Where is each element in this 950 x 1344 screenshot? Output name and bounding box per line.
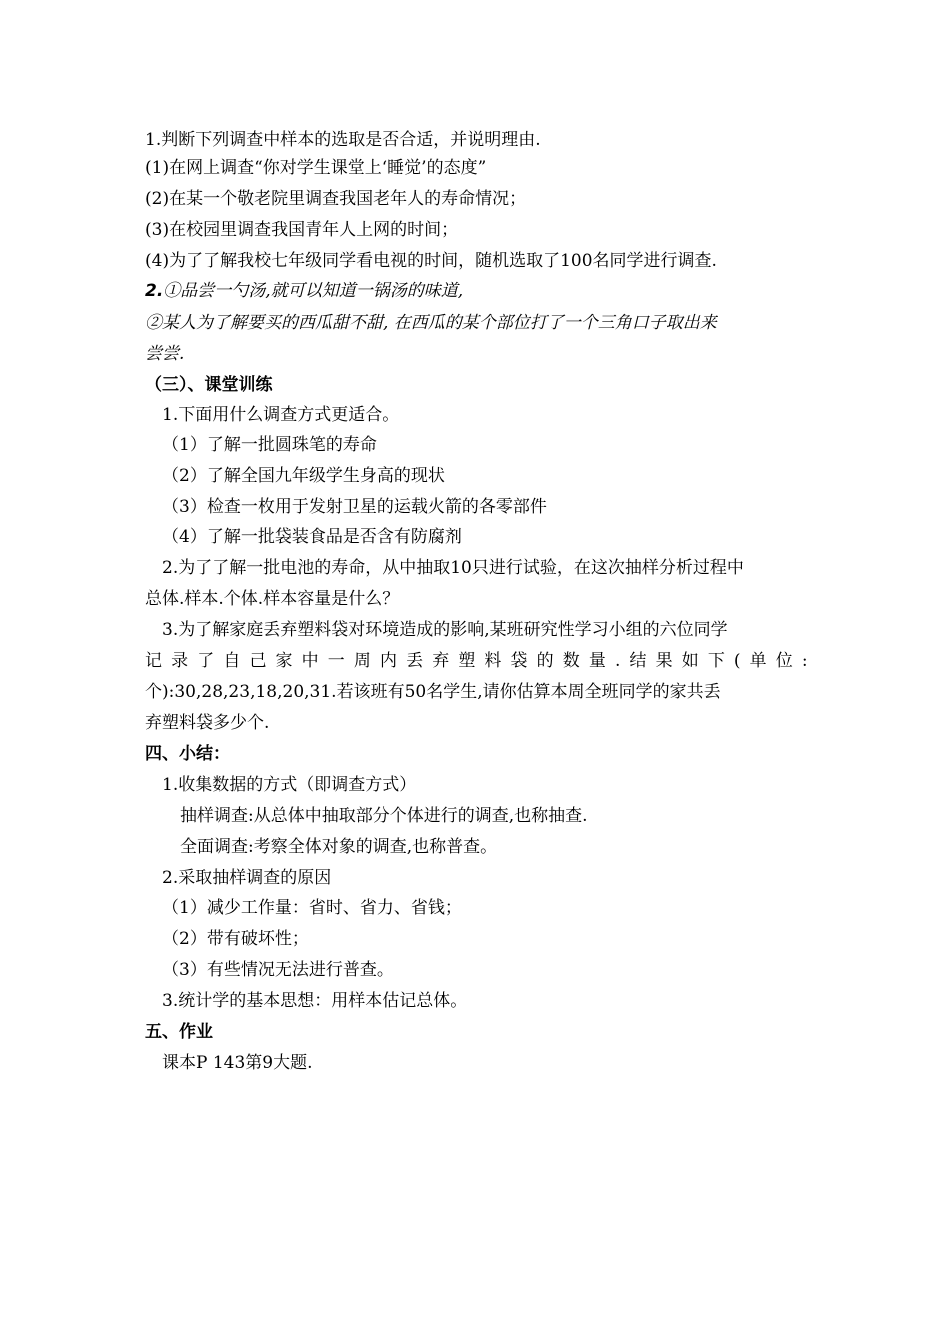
- justified-char: 中: [301, 651, 319, 671]
- justified-char: 果: [655, 651, 673, 671]
- training-question-1-item-3: （3）检查一枚用于发射卫星的运载火箭的各零部件: [162, 497, 547, 517]
- question-2-line-1: [145, 280, 463, 302]
- justified-char: 量: [588, 651, 606, 671]
- summary-point-2-title: 2.采取抽样调查的原因: [162, 868, 332, 888]
- summary-point-2-item-1: （1）减少工作量：省时、省力、省钱；: [162, 898, 462, 918]
- justified-char: 如: [681, 651, 699, 671]
- justified-char: 家: [275, 651, 293, 671]
- question-1-item-1: (1)在网上调查“你对学生课堂上‘睡觉’的态度”: [145, 158, 487, 178]
- justified-char: 料: [484, 651, 502, 671]
- training-question-3-line-3: 个):30,28,23,18,20,31.若该班有50名学生,请你估算本周全班同学的家共丢: [145, 682, 721, 702]
- justified-char: 己: [249, 651, 267, 671]
- question-1-item-3: (3)在校园里调查我国青年人上网的时间；: [145, 220, 459, 240]
- justified-char: 位: [775, 651, 793, 671]
- justified-char: 下: [707, 651, 725, 671]
- homework-text: 课本P 143第9大题.: [162, 1053, 313, 1073]
- justified-char: 录: [171, 651, 189, 671]
- training-heading: （三）、课堂训练: [145, 375, 273, 395]
- justified-char: .: [614, 651, 621, 671]
- training-question-3-line-2: [145, 650, 808, 672]
- training-question-1-item-2: （2）了解全国九年级学生身高的现状: [162, 466, 445, 486]
- question-1-title: 1.判断下列调查中样本的选取是否合适，并说明理由.: [145, 130, 541, 150]
- justified-char: 袋: [510, 651, 528, 671]
- training-question-3-line-1: 3.为了解家庭丢弃塑料袋对环境造成的影响,某班研究性学习小组的六位同学: [162, 620, 728, 640]
- summary-point-1-item-1: 抽样调查:从总体中抽取部分个体进行的调查,也称抽查.: [180, 806, 588, 826]
- summary-point-1-title: 1.收集数据的方式（即调查方式）: [162, 775, 417, 795]
- training-question-1-title: 1.下面用什么调查方式更适合。: [162, 405, 400, 425]
- question-2-number: 2.: [145, 281, 164, 301]
- question-1-item-4: (4)为了了解我校七年级同学看电视的时间，随机选取了100名同学进行调查.: [145, 251, 717, 271]
- training-question-2-line-1: 2.为了了解一批电池的寿命，从中抽取10只进行试验，在这次抽样分析过程中: [162, 558, 744, 578]
- justified-char: 自: [223, 651, 241, 671]
- justified-char: (: [733, 651, 741, 671]
- question-2-line-3: 尝尝.: [145, 344, 185, 364]
- question-2-line-1-text: ①品尝一勺汤,就可以知道一锅汤的味道,: [163, 281, 464, 301]
- justified-char: 弃: [432, 651, 450, 671]
- summary-heading: 四、小结：: [145, 744, 230, 764]
- training-question-1-item-1: （1）了解一批圆珠笔的寿命: [162, 435, 377, 455]
- training-question-2-line-2: 总体.样本.个体.样本容量是什么？: [145, 589, 400, 609]
- justified-char: 单: [749, 651, 767, 671]
- justified-char: 内: [379, 651, 397, 671]
- justified-char: 结: [629, 651, 647, 671]
- justified-char: 一: [327, 651, 345, 671]
- summary-point-1-item-2: 全面调查:考察全体对象的调查,也称普查。: [180, 837, 498, 857]
- question-2-line-2: ②某人为了解要买的西瓜甜不甜, 在西瓜的某个部位打了一个三角口子取出来: [145, 313, 717, 333]
- summary-point-3: 3.统计学的基本思想：用样本估记总体。: [162, 991, 468, 1011]
- justified-char: 丢: [406, 651, 424, 671]
- question-1-item-2: (2)在某一个敬老院里调查我国老年人的寿命情况；: [145, 189, 527, 209]
- justified-char: :: [801, 651, 808, 671]
- justified-char: 的: [536, 651, 554, 671]
- training-question-1-item-4: （4）了解一批袋装食品是否含有防腐剂: [162, 527, 462, 547]
- summary-point-2-item-3: （3）有些情况无法进行普查。: [162, 960, 394, 980]
- justified-char: 数: [562, 651, 580, 671]
- justified-char: 记: [145, 651, 162, 671]
- justified-char: 塑: [458, 651, 476, 671]
- justified-char: 了: [197, 651, 215, 671]
- summary-point-2-item-2: （2）带有破坏性；: [162, 929, 309, 949]
- justified-char: 周: [353, 651, 371, 671]
- training-question-3-line-4: 弃塑料袋多少个.: [145, 713, 270, 733]
- homework-heading: 五、作业: [145, 1022, 213, 1042]
